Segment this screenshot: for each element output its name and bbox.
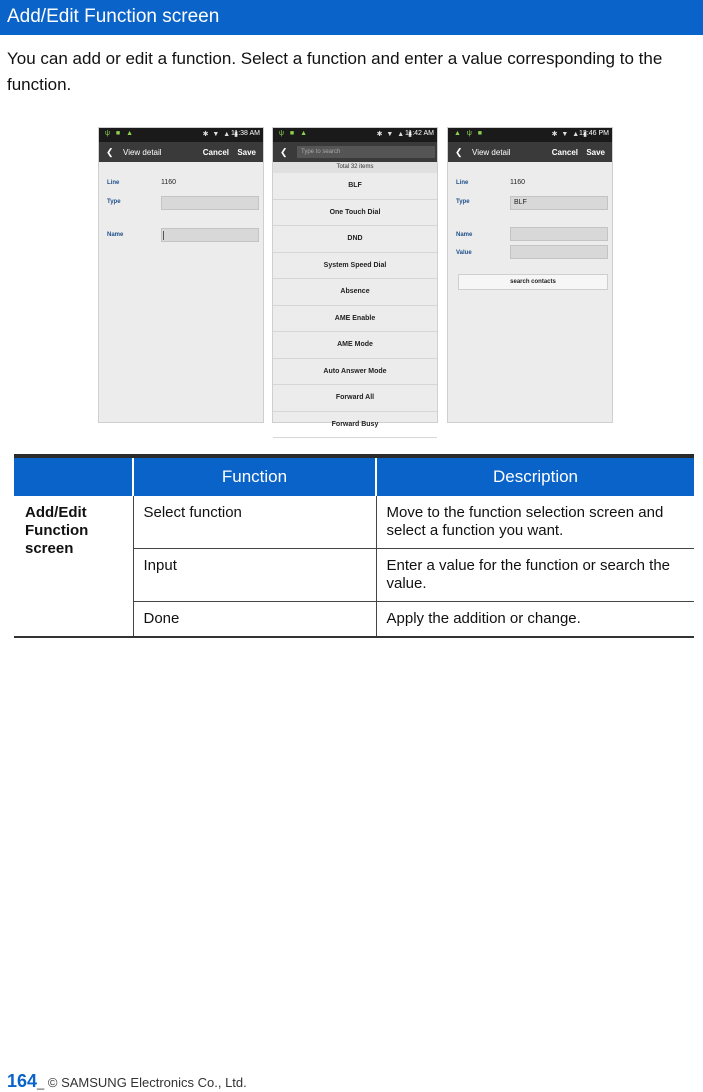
save-button[interactable]: Save <box>237 148 256 157</box>
screenshot-view-detail-blf <box>447 127 613 423</box>
action-bar-title: View detail <box>123 148 162 157</box>
function-cell: Select function <box>133 496 376 549</box>
table-header-description: Description <box>376 456 694 496</box>
search-bar <box>273 142 437 162</box>
value-field[interactable] <box>510 245 608 259</box>
notification-icons: ψ ■ ▲ <box>105 130 136 137</box>
table-header-empty <box>14 456 133 496</box>
page-number: 164 <box>7 1071 38 1091</box>
notification-icons: ψ ■ ▲ <box>279 130 310 137</box>
line-label: Line <box>456 180 469 186</box>
description-cell: Apply the addition or change. <box>376 602 694 638</box>
list-item[interactable]: Forward Busy <box>273 412 437 439</box>
list-item[interactable]: System Speed Dial <box>273 253 437 280</box>
list-item[interactable]: AME Enable <box>273 306 437 333</box>
status-bar <box>448 128 612 142</box>
type-field[interactable]: BLF <box>510 196 608 210</box>
back-icon[interactable]: ❮ <box>455 147 463 157</box>
search-input[interactable]: Type to search <box>297 146 435 158</box>
list-item[interactable]: BLF <box>273 173 437 200</box>
name-label: Name <box>456 232 473 238</box>
cancel-button[interactable]: Cancel <box>202 148 229 157</box>
function-cell: Input <box>133 549 376 602</box>
cancel-button[interactable]: Cancel <box>551 148 578 157</box>
function-table <box>14 454 694 638</box>
row-header: Add/Edit Function screen <box>14 496 133 637</box>
function-cell: Done <box>133 602 376 638</box>
system-icons: ✱ ▼ ▲ ▮ <box>551 131 588 138</box>
table-header-row <box>14 456 694 496</box>
action-bar-title: View detail <box>472 148 511 157</box>
status-time: 11:42 AM <box>404 130 434 137</box>
system-icons: ✱ ▼ ▲ ▮ <box>376 131 413 138</box>
action-bar <box>448 142 612 162</box>
list-item[interactable]: DND <box>273 226 437 253</box>
screenshot-function-list <box>272 127 438 428</box>
table-row <box>14 496 694 549</box>
list-item[interactable]: Absence <box>273 279 437 306</box>
section-title: Add/Edit Function screen <box>7 6 220 27</box>
back-icon[interactable]: ❮ <box>106 147 114 157</box>
name-field[interactable] <box>510 227 608 241</box>
list-item[interactable]: One Touch Dial <box>273 200 437 227</box>
table-header-function: Function <box>133 456 376 496</box>
notification-icons: ▲ ψ ■ <box>454 130 485 137</box>
name-field[interactable] <box>161 228 259 242</box>
description-cell: Move to the function selection screen and select a function you want. <box>376 496 694 549</box>
list-count-header: Total 32 items <box>273 162 437 173</box>
value-label: Value <box>456 250 472 256</box>
save-button[interactable]: Save <box>586 148 605 157</box>
line-value: 1160 <box>161 179 177 186</box>
intro-text: You can add or edit a function. Select a function and enter a value corresponding to the function. <box>7 49 663 94</box>
status-bar <box>273 128 437 142</box>
description-cell: Enter a value for the function or search the value. <box>376 549 694 602</box>
page-footer <box>7 1071 247 1092</box>
name-label: Name <box>107 232 124 238</box>
line-value: 1160 <box>510 179 526 186</box>
back-icon[interactable]: ❮ <box>280 147 288 157</box>
list-item[interactable]: Auto Answer Mode <box>273 359 437 386</box>
type-field[interactable] <box>161 196 259 210</box>
screenshot-view-detail-empty <box>98 127 264 423</box>
line-label: Line <box>107 180 120 186</box>
system-icons: ✱ ▼ ▲ ▮ <box>202 131 239 138</box>
status-time: 12:46 PM <box>579 130 609 137</box>
action-bar <box>99 142 263 162</box>
type-label: Type <box>456 199 470 205</box>
status-bar <box>99 128 263 142</box>
section-title-bar <box>0 0 703 35</box>
list-item[interactable]: Forward All <box>273 385 437 412</box>
type-label: Type <box>107 199 121 205</box>
text-cursor <box>163 231 164 240</box>
search-contacts-button[interactable]: search contacts <box>458 274 608 290</box>
list-item[interactable]: AME Mode <box>273 332 437 359</box>
copyright: _ © SAMSUNG Electronics Co., Ltd. <box>37 1075 247 1090</box>
status-time: 11:38 AM <box>230 130 260 137</box>
